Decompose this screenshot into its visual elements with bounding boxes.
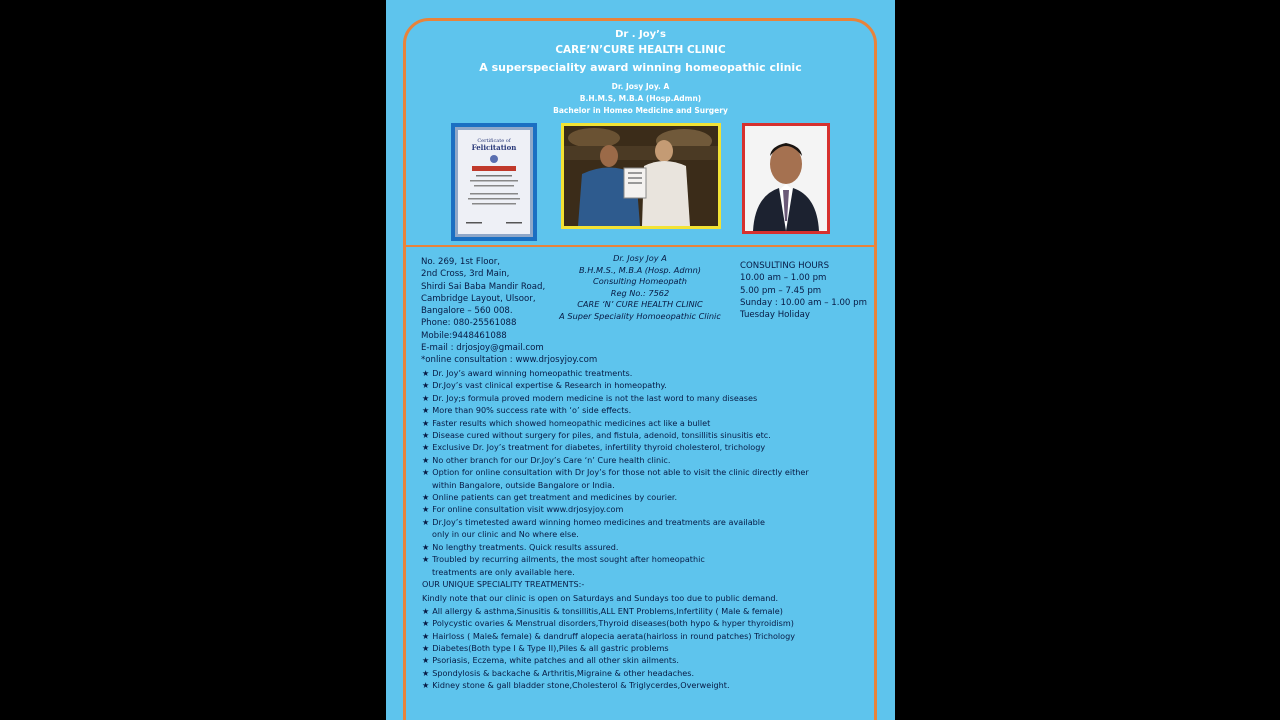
hours-line: Tuesday Holiday xyxy=(740,310,810,321)
list-item: ★ Faster results which showed homeopathic medicines act like a bullet xyxy=(422,417,711,428)
doctor-reg: Reg No.: 7562 xyxy=(610,287,670,298)
treatment-item: ★ Psoriasis, Eczema, white patches and all other skin ailments. xyxy=(422,655,679,666)
star-icon: ★ xyxy=(422,667,430,678)
address-line: Bangalore – 560 008. xyxy=(421,306,513,317)
star-icon: ★ xyxy=(422,642,430,653)
cert-heading-1: Certificate of xyxy=(477,138,511,144)
star-icon: ★ xyxy=(422,492,430,503)
star-icon: ★ xyxy=(422,630,430,641)
doctor-title: Dr . Joy’s xyxy=(615,29,666,40)
star-icon: ★ xyxy=(422,454,430,465)
hours-line: Sunday : 10.00 am – 1.00 pm xyxy=(740,297,867,308)
treatment-item: ★ Polycystic ovaries & Menstrual disorders,Thyroid diseases(both hypo & hyper thyroidism) xyxy=(422,618,794,629)
doctor-clinic-desc: A Super Speciality Homoeopathic Clinic xyxy=(559,310,721,321)
star-icon: ★ xyxy=(422,467,430,478)
star-icon: ★ xyxy=(422,655,430,666)
treatment-item: ★ Spondylosis & backache & Arthritis,Migraine & other headaches. xyxy=(422,667,695,678)
award-ceremony-photo xyxy=(561,123,721,229)
phone: Phone: 080-25561088 xyxy=(421,318,517,329)
doctor-portrait xyxy=(742,123,830,234)
list-item: ★ Dr. Joy’s award winning homeopathic treatments. xyxy=(422,368,633,378)
list-item: ★ For online consultation visit www.drjosyjoy.com xyxy=(422,504,624,515)
star-icon: ★ xyxy=(422,430,430,441)
divider-line xyxy=(403,245,877,247)
list-item: ★ More than 90% success rate with ‘o’ side effects. xyxy=(422,405,632,416)
list-item: ★ Online patients can get treatment and medicines by courier. xyxy=(422,492,678,503)
star-icon: ★ xyxy=(422,405,430,416)
star-icon: ★ xyxy=(422,680,430,691)
star-icon: ★ xyxy=(422,541,430,552)
doctor-name: Dr. Josy Joy A xyxy=(613,253,667,263)
star-icon: ★ xyxy=(422,368,430,378)
clinic-name: CARE’N’CURE HEALTH CLINIC xyxy=(555,44,726,56)
notice: Kindly note that our clinic is open on Saturdays and Sundays too due to public demand. xyxy=(422,593,779,604)
address-line: Shirdi Sai Baba Mandir Road, xyxy=(421,281,546,292)
star-icon: ★ xyxy=(422,417,430,428)
cert-heading-2: Felicitation xyxy=(471,143,517,152)
clinic-poster xyxy=(386,0,895,720)
list-item: ★ No lengthy treatments. Quick results assured. xyxy=(422,541,619,552)
list-item: ★ Dr.Joy’s vast clinical expertise & Research in homeopathy. xyxy=(422,380,667,391)
star-icon: ★ xyxy=(422,442,430,453)
clinic-tagline: A superspeciality award winning homeopathic clinic xyxy=(479,61,802,74)
online-consultation: *online consultation : www.drjosyjoy.com xyxy=(421,355,598,366)
address-line: 2nd Cross, 3rd Main, xyxy=(421,269,510,280)
qualification-degrees: B.H.M.S, M.B.A (Hosp.Admn) xyxy=(579,94,702,103)
list-item: ★ Dr.Joy’s timetested award winning homeo medicines and treatments are available xyxy=(422,516,766,527)
consulting-hours xyxy=(740,260,890,321)
certificate-graphic xyxy=(458,130,530,234)
star-icon: ★ xyxy=(422,380,430,391)
address-line: Cambridge Layout, Ulsoor, xyxy=(421,293,536,304)
features-list xyxy=(422,367,892,692)
address-line: No. 269, 1st Floor, xyxy=(421,257,501,267)
list-item: ★ Troubled by recurring ailments, the most sought after homeopathic xyxy=(422,554,705,565)
list-item: ★ Disease cured without surgery for piles, and fistula, adenoid, tonsillitis sinusitis etc. xyxy=(422,430,771,441)
doctor-info-block xyxy=(554,253,726,323)
qualification-name: Dr. Josy Joy. A xyxy=(611,82,670,91)
doctor-clinic: CARE ‘N’ CURE HEALTH CLINIC xyxy=(577,299,703,310)
list-item: ★ Dr. Joy;s formula proved modern medicine is not the last word to many diseases xyxy=(422,392,758,403)
list-item-continuation: within Bangalore, outside Bangalore or India. xyxy=(432,479,615,490)
hours-title: CONSULTING HOURS xyxy=(740,261,830,271)
certificate-image xyxy=(451,123,537,241)
treatment-item: ★ Hairloss ( Male& female) & dandruff alopecia aerata(hairloss in round patches) Trichology xyxy=(422,630,796,641)
treatment-item: ★ Diabetes(Both type I & Type II),Piles & all gastric problems xyxy=(422,642,669,653)
unique-treatments-heading: OUR UNIQUE SPECIALITY TREATMENTS:- xyxy=(422,578,585,589)
treatment-item: ★ All allergy & asthma,Sinusitis & tonsillitis,ALL ENT Problems,Infertility ( Male & female) xyxy=(422,605,783,616)
list-item: ★ Option for online consultation with Dr Joy’s for those not able to visit the clinic directly either xyxy=(422,467,809,478)
star-icon: ★ xyxy=(422,392,430,403)
email: E-mail : drjosjoy@gmail.com xyxy=(421,343,544,354)
mobile: Mobile:9448461088 xyxy=(421,330,507,341)
qualification-bachelor: Bachelor in Homeo Medicine and Surgery xyxy=(553,106,728,115)
star-icon: ★ xyxy=(422,618,430,629)
list-item: ★ No other branch for our Dr.Joy’s Care ‘n’ Cure health clinic. xyxy=(422,454,671,465)
hours-line: 5.00 pm – 7.45 pm xyxy=(740,285,822,296)
doctor-role: Consulting Homeopath xyxy=(593,276,687,287)
doctor-degrees: B.H.M.S., M.B.A (Hosp. Admn) xyxy=(579,264,701,275)
star-icon: ★ xyxy=(422,504,430,515)
list-item-continuation: treatments are only available here. xyxy=(432,566,575,577)
star-icon: ★ xyxy=(422,605,430,616)
list-item-continuation: only in our clinic and No where else. xyxy=(432,529,579,540)
star-icon: ★ xyxy=(422,554,430,565)
list-item: ★ Exclusive Dr. Joy’s treatment for diabetes, infertility thyroid cholesterol, trichology xyxy=(422,442,766,453)
treatment-item: ★ Kidney stone & gall bladder stone,Cholesterol & Triglycerdes,Overweight. xyxy=(422,680,730,691)
hours-line: 10.00 am – 1.00 pm xyxy=(740,273,827,284)
star-icon: ★ xyxy=(422,516,430,527)
